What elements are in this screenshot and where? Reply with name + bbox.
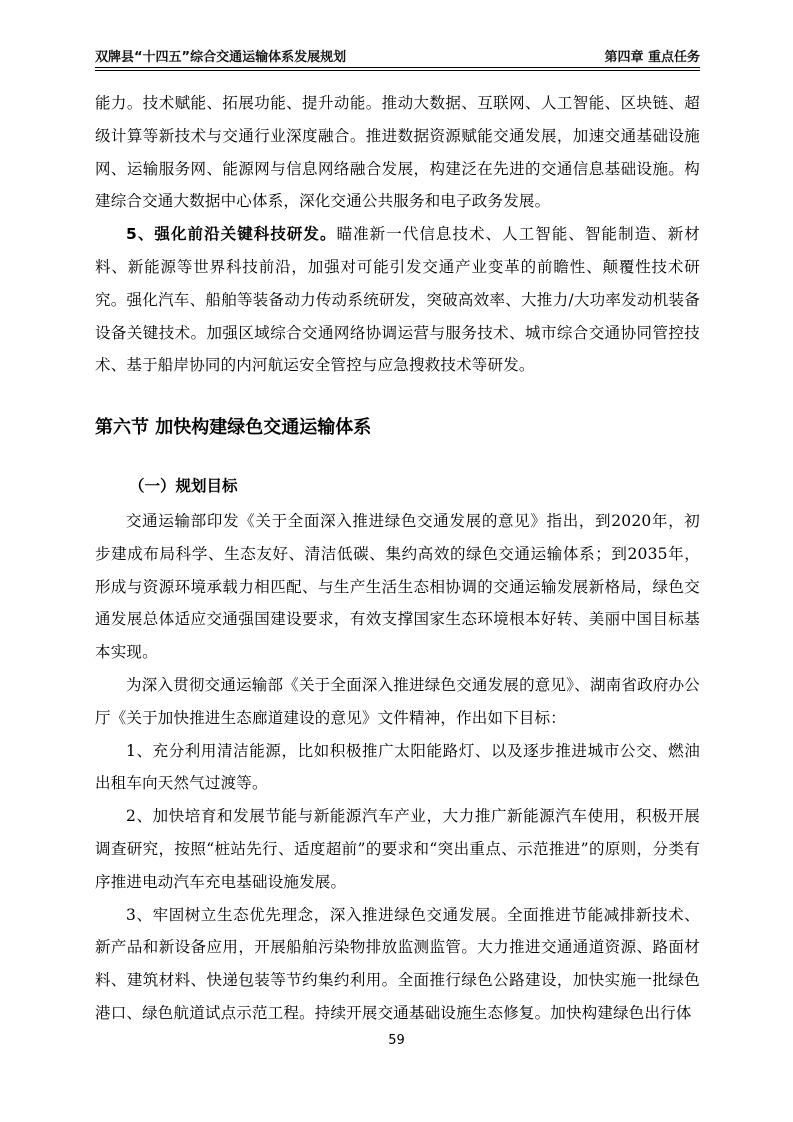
- item-5-text: 瞄准新一代信息技术、人工智能、智能制造、新材料、新能源等世界科技前沿，加强对可能引发交通产业变革的前瞻性、颠覆性技术研究。强化汽车、船舶等装备动力传动系统研发，突破高效率、大推力/大功率发动机装备设备关键技术。加强区域综合交通网络协调运营与服务技术、城市综合交通协同管控技术、基于船岸协同的内河航运安全管控与应急搜救技术等研发。: [95, 225, 701, 375]
- header-rule-thin: [95, 70, 700, 71]
- paragraph-goal-1: 1、充分利用清洁能源，比如积极推广太阳能路灯、以及逐步推进城市公交、燃油出租车向天然气过渡等。: [95, 741, 700, 793]
- page-header: [95, 40, 700, 66]
- page-number: 59: [388, 1033, 405, 1048]
- header-rule: [95, 67, 700, 68]
- paragraph-continued: 能力。技术赋能、拓展功能、提升动能。推动大数据、互联网、人工智能、区块链、超级计算等新技术与交通行业深度融合。推进数据资源赋能交通发展，加速交通基础设施网、运输服务网、能源网与信息网络融合发展，构建泛在先进的交通信息基础设施。构建综合交通大数据中心体系，深化交通公共服务和电子政务发展。: [95, 94, 700, 211]
- item-5-heading: 5、强化前沿关键科技研发。: [126, 225, 337, 244]
- paragraph-policy: 交通运输部印发《关于全面深入推进绿色交通发展的意见》指出，到2020年，初步建成布局科学、生态友好、清洁低碳、集约高效的绿色交通运输体系；到2035年，形成与资源环境承载力相匹配、与生产生活生态相协调的交通运输发展新格局，绿色交通发展总体适应交通强国建设要求，有效支撑国家生态环境根本好转、美丽中国目标基本实现。: [95, 511, 700, 662]
- paragraph-goal-3: 3、牢固树立生态优先理念，深入推进绿色交通发展。全面推进节能减排新技术、新产品和新设备应用，开展船舶污染物排放监测监管。大力推进交通通道资源、路面材料、建筑材料、快递包装等节约集约利用。全面推行绿色公路建设，加快实施一批绿色港口、绿色航道试点示范工程。持续开展交通基础设施生态修复。加快构建绿色出行体: [95, 905, 700, 1022]
- header-chapter-title: 第四章 重点任务: [604, 50, 700, 65]
- section-title: 第六节 加快构建绿色交通运输体系: [95, 417, 372, 439]
- header-document-title: 双牌县“十四五”综合交通运输体系发展规划: [95, 50, 347, 65]
- paragraph-goals-intro: 为深入贯彻交通运输部《关于全面深入推进绿色交通发展的意见》、湖南省政府办公厅《关于加快推进生态廊道建设的意见》文件精神，作出如下目标：: [95, 675, 700, 727]
- subsection-title: （一）规划目标: [129, 477, 238, 496]
- paragraph-goal-2: 2、加快培育和发展节能与新能源汽车产业，大力推广新能源汽车使用，积极开展调查研究，按照“桩站先行、适度超前”的要求和“突出重点、示范推进”的原则，分类有序推进电动汽车充电基础设施发展。: [95, 807, 700, 891]
- paragraph-item-5: [95, 218, 700, 382]
- page-body: [95, 87, 700, 1030]
